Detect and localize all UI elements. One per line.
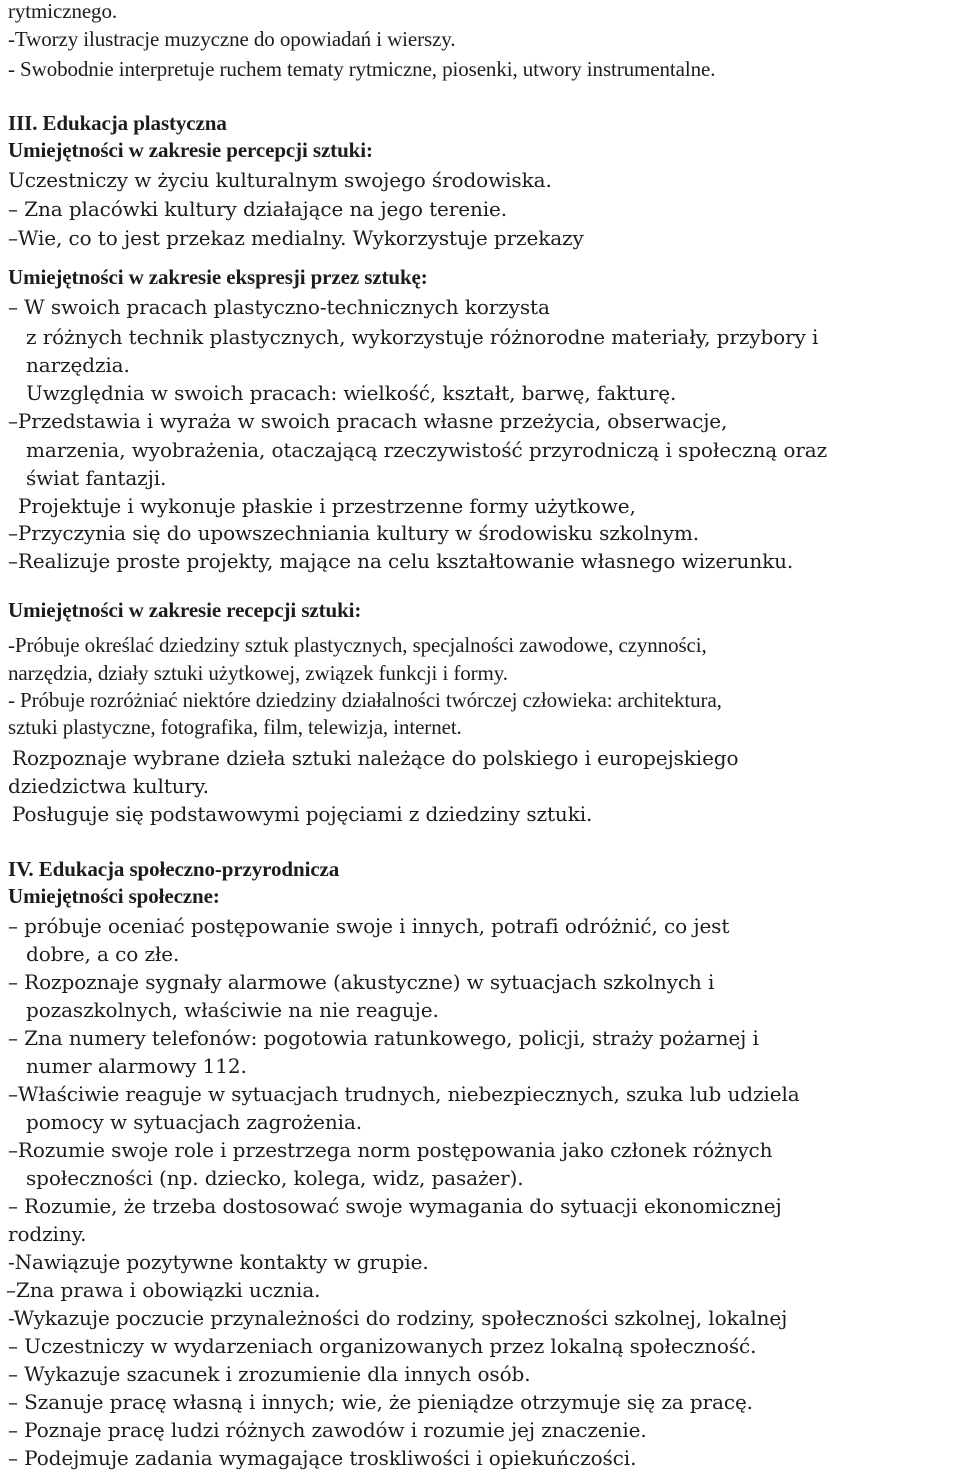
text-line: –Rozumie swoje role i przestrzega norm postępowania jako członek różnych <box>8 1138 773 1162</box>
text-line: –Przyczynia się do upowszechniania kultury w środowisku szkolnym. <box>8 521 700 545</box>
text-line: – Poznaje pracę ludzi różnych zawodów i rozumie jej znaczenie. <box>8 1418 647 1442</box>
text-line: –Przedstawia i wyraża w swoich pracach własne przeżycia, obserwacje, <box>8 409 728 433</box>
text-line: -Próbuje określać dziedziny sztuk plastycznych, specjalności zawodowe, czynności, <box>8 633 707 657</box>
text-line: narzędzia. <box>26 353 130 377</box>
text-line: marzenia, wyobrażenia, otaczającą rzeczywistość przyrodniczą i społeczną oraz <box>26 438 828 462</box>
subsection-heading: Umiejętności społeczne: <box>8 884 220 908</box>
section-heading: III. Edukacja plastyczna <box>8 111 227 135</box>
text-line: świat fantazji. <box>26 466 167 490</box>
text-line: pozaszkolnych, właściwie na nie reaguje. <box>26 998 439 1022</box>
text-line: –Zna prawa i obowiązki ucznia. <box>6 1278 321 1302</box>
text-line: – próbuje oceniać postępowanie swoje i innych, potrafi odróżnić, co jest <box>8 914 730 938</box>
text-line: Posługuje się podstawowymi pojęciami z dziedziny sztuki. <box>12 802 593 826</box>
text-line: Projektuje i wykonuje płaskie i przestrzenne formy użytkowe, <box>18 494 636 518</box>
text-line: - Próbuje rozróżniać niektóre dziedziny działalności twórczej człowieka: architektura, <box>8 688 722 712</box>
text-line: rodziny. <box>8 1222 87 1246</box>
text-line: – Zna numery telefonów: pogotowia ratunkowego, policji, straży pożarnej i <box>8 1026 759 1050</box>
text-line: Uwzględnia w swoich pracach: wielkość, kształt, barwę, fakturę. <box>26 381 677 405</box>
text-line: – W swoich pracach plastyczno-technicznych korzysta <box>8 295 550 319</box>
text-line: numer alarmowy 112. <box>26 1054 247 1078</box>
text-line: –Realizuje proste projekty, mające na celu kształtowanie własnego wizerunku. <box>8 549 794 573</box>
subsection-heading: Umiejętności w zakresie recepcji sztuki: <box>8 598 362 622</box>
text-line: – Zna placówki kultury działające na jego terenie. <box>8 197 508 221</box>
text-line: pomocy w sytuacjach zagrożenia. <box>26 1110 363 1134</box>
text-line: Uczestniczy w życiu kulturalnym swojego środowiska. <box>8 168 552 192</box>
subsection-heading: Umiejętności w zakresie ekspresji przez sztukę: <box>8 265 428 289</box>
text-line: – Wykazuje szacunek i zrozumienie dla innych osób. <box>8 1362 531 1386</box>
text-line: dziedzictwa kultury. <box>8 774 209 798</box>
text-line: –Właściwie reaguje w sytuacjach trudnych, niebezpiecznych, szuka lub udziela <box>8 1082 800 1106</box>
section-heading: IV. Edukacja społeczno-przyrodnicza <box>8 857 340 881</box>
subsection-heading: Umiejętności w zakresie percepcji sztuki: <box>8 138 373 162</box>
text-line: –Wie, co to jest przekaz medialny. Wykorzystuje przekazy <box>8 226 584 250</box>
text-line: narzędzia, działy sztuki użytkowej, związek funkcji i formy. <box>8 661 508 685</box>
text-line: Rozpoznaje wybrane dzieła sztuki należące do polskiego i europejskiego <box>12 746 739 770</box>
text-line: – Rozpoznaje sygnały alarmowe (akustyczne) w sytuacjach szkolnych i <box>8 970 715 994</box>
text-line: – Szanuje pracę własną i innych; wie, że pieniądze otrzymuje się za pracę. <box>8 1390 753 1414</box>
text-line: sztuki plastyczne, fotografika, film, telewizja, internet. <box>8 715 462 739</box>
text-line: -Tworzy ilustracje muzyczne do opowiadań i wierszy. <box>8 27 456 51</box>
text-line: dobre, a co złe. <box>26 942 180 966</box>
text-line: rytmicznego. <box>8 0 118 23</box>
text-line: -Nawiązuje pozytywne kontakty w grupie. <box>8 1250 429 1274</box>
text-line: społeczności (np. dziecko, kolega, widz, pasażer). <box>26 1166 524 1190</box>
text-line: z różnych technik plastycznych, wykorzystuje różnorodne materiały, przybory i <box>26 325 819 349</box>
text-line: – Uczestniczy w wydarzeniach organizowanych przez lokalną społeczność. <box>8 1334 757 1358</box>
text-line: – Podejmuje zadania wymagające troskliwości i opiekuńczości. <box>8 1446 637 1470</box>
text-line: -Wykazuje poczucie przynależności do rodziny, społeczności szkolnej, lokalnej <box>8 1306 788 1330</box>
text-line: - Swobodnie interpretuje ruchem tematy rytmiczne, piosenki, utwory instrumentalne. <box>8 57 716 81</box>
text-line: – Rozumie, że trzeba dostosować swoje wymagania do sytuacji ekonomicznej <box>8 1194 782 1218</box>
